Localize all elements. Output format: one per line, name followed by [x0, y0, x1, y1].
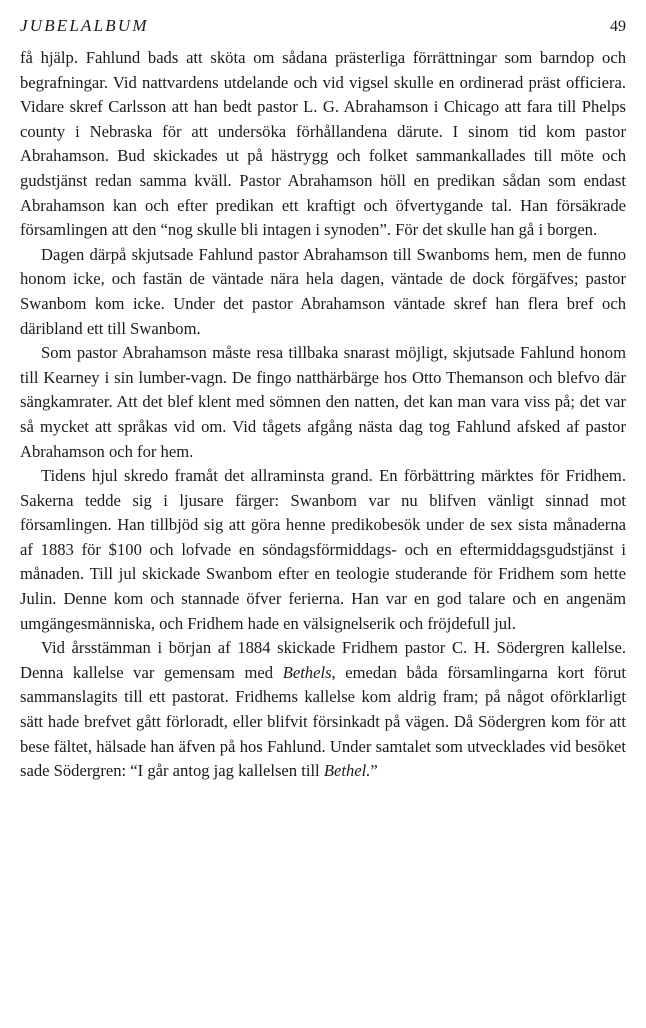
paragraph-text: , emedan båda församlingarna kort förut sammanslagits till ett pastorat. Fridhems kallelse kom aldrig fram; på något oförklarligt sätt hade brefvet gått förloradt, eller blifvit försinkadt på vägen. Då Södergren kom för att bese fältet, hälsade han äfven på hos Fahlund. Under samtalet som utvecklades vid besöket sade Södergren: “I går antog jag kallelsen till — [20, 662, 626, 781]
book-page — [20, 10, 626, 1020]
paragraph: Som pastor Abrahamson måste resa tillbaka snarast möjligt, skjutsade Fahlund honom till Kearney i sin lumber-vagn. De fingo natthärbärge hos Otto Themanson och blefvo där sängkamrater. Att det blef klent med sömnen den natten, det kan man vara viss på; det var så mycket att språkas vid om. Vid tågets afgång nästa dag tog Fahlund afsked af pastor Abrahamson och for hem. — [20, 343, 626, 461]
body-text — [20, 46, 626, 784]
running-head: JUBELALBUM — [20, 16, 149, 35]
paragraph: få hjälp. Fahlund bads att sköta om sådana prästerliga förrättningar som barndop och begrafningar. Vid nattvardens utdelande och vid vigsel skulle en ordinerad präst officiera. Vidare skref Carlsson att han bedt pastor L. G. Abrahamson i Chicago att fara till Phelps county i Nebraska för att undersöka förhållandena därute. I sinom tid kom pastor Abrahamson. Bud skickades ut på hästrygg och folket sammankallades till möte och gudstjänst redan samma kväll. Pastor Abrahamson höll en predikan sådan som endast Abrahamson kan och efter predikan ett kraftigt och öfvertygande tal. Han försäkrade församlingen att den “nog skulle bli intagen i synoden”. För det skulle han gå i borgen. — [20, 48, 626, 240]
page-number: 49 — [610, 18, 626, 35]
paragraph-text: Vid årsstämman i början af 1884 skickade Fridhem pastor C. H. Södergren kallelse. Denna kallelse var gemensam med — [20, 638, 626, 682]
paragraph: Dagen därpå skjutsade Fahlund pastor Abrahamson till Swanboms hem, men de funno honom icke, och fastän de väntade nära hela dagen, väntade de dock förgäfves; pastor Swanbom kom icke. Under det pastor Abrahamson väntade skref han flera bref och däribland ett till Swanbom. — [20, 244, 626, 338]
page-header — [20, 10, 626, 46]
italic-church-name: Bethel. — [323, 761, 371, 781]
paragraph — [20, 636, 626, 784]
italic-church-name: Bethels — [282, 662, 332, 682]
paragraph: Tidens hjul skredo framåt det allraminsta grand. En förbättring märktes för Fridhem. Sakerna tedde sig i ljusare färger: Swanbom var nu blifven vänligt sinnad mot församlingen. Han tillbjöd sig att göra henne predikobesök under de sex sista månaderna af 1883 för $100 och lofvade en söndagsförmiddags- och en eftermiddagsgudstjänst i månaden. Till jul skickade Swanbom efter en teologie studerande för Fridhem som hette Julin. Denne kom och stannade öfver ferierna. Han var en god talare och en angenäm umgängesmänniska, och Fridhem hade en välsignelserik och fröjdefull jul. — [20, 466, 626, 633]
paragraph-text: ” — [370, 761, 378, 781]
